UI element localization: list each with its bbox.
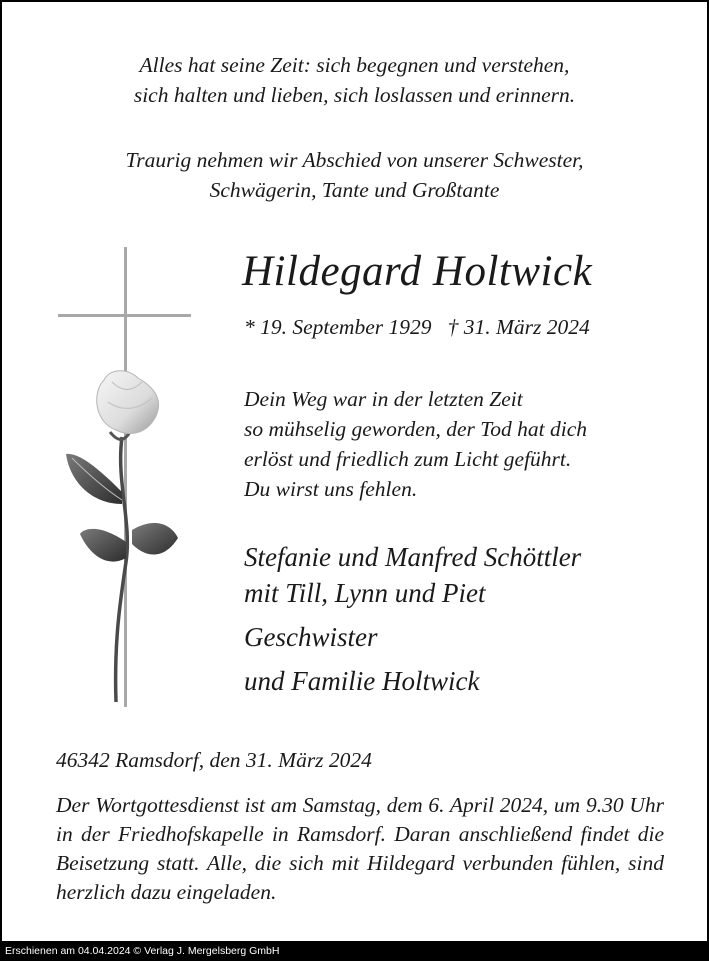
poem-line-1: Dein Weg war in der letzten Zeit [244, 387, 523, 411]
deceased-name: Hildegard Holtwick [242, 248, 593, 295]
poem-line-4: Du wirst uns fehlen. [244, 477, 418, 501]
mourner-line-3: Geschwister [244, 622, 378, 652]
publication-footer: Erschienen am 04.04.2024 © Verlag J. Mergelsberg GmbH [0, 941, 709, 961]
motto-verse [2, 50, 707, 110]
rose-icon [66, 371, 178, 702]
cross-and-rose-image [52, 242, 202, 712]
poem [244, 384, 587, 504]
poem-line-3: erlöst und friedlich zum Licht geführt. [244, 447, 572, 471]
poem-line-2: so mühselig geworden, der Tod hat dich [244, 417, 588, 441]
mourner-line-1: Stefanie und Manfred Schöttler [244, 542, 582, 572]
intro-text [2, 145, 707, 205]
place-and-date: 46342 Ramsdorf, den 31. März 2024 [56, 748, 372, 772]
service-information: Der Wortgottesdienst ist am Samstag, dem 6. April 2024, um 9.30 Uhr in der Friedhofskapelle in Ramsdorf. Daran anschließend findet die Beisetzung statt. Alle, die sich mit Hildegard verbunden fühlen, sind herzlich dazu eingeladen. [56, 793, 664, 904]
life-dates: * 19. September 1929 † 31. März 2024 [244, 315, 590, 339]
intro-line-2: Schwägerin, Tante und Großtante [209, 178, 500, 202]
motto-line-1: Alles hat seine Zeit: sich begegnen und verstehen, [139, 53, 570, 77]
motto-line-2: sich halten und lieben, sich loslassen und erinnern. [133, 83, 576, 107]
mourner-line-2: mit Till, Lynn und Piet [244, 578, 486, 608]
intro-line-1: Traurig nehmen wir Abschied von unserer Schwester, [125, 148, 584, 172]
mourner-line-4: und Familie Holtwick [244, 666, 480, 696]
